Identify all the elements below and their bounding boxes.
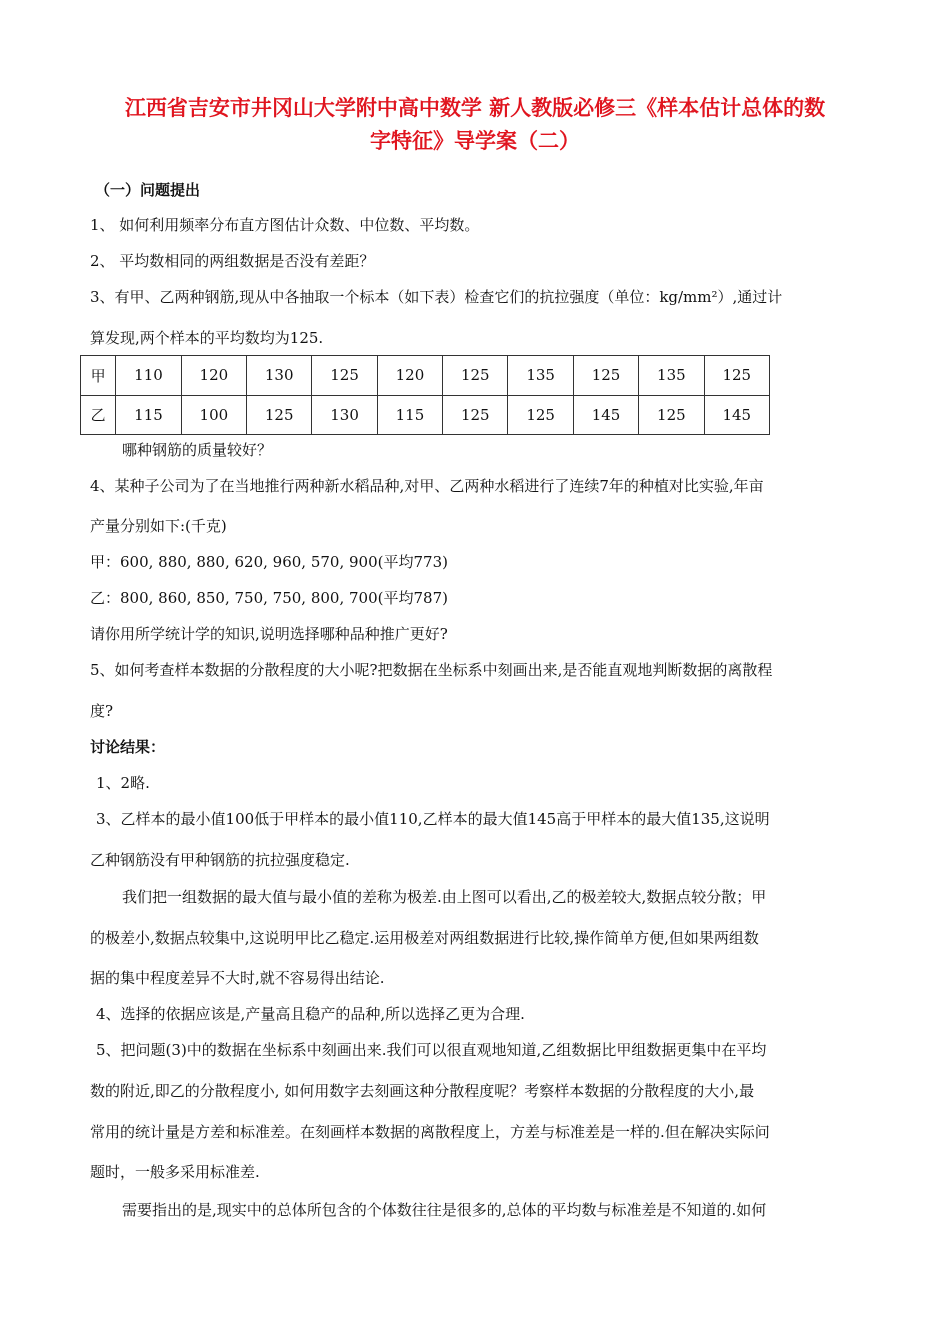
table-cell: 125 (443, 395, 508, 435)
result-3-line-1: 3、乙样本的最小值100低于甲样本的最小值110,乙样本的最大值145高于甲样本的最大值135,这说明 (96, 810, 770, 828)
question-4-line-2: 产量分别如下:(千克) (90, 517, 227, 535)
range-paragraph-line-1: 我们把一组数据的最大值与最小值的差称为极差.由上图可以看出,乙的极差较大,数据点较分散；甲 (122, 888, 767, 906)
table-cell: 120 (181, 356, 246, 396)
table-cell: 125 (443, 356, 508, 396)
table-cell: 145 (573, 395, 638, 435)
table-cell: 125 (247, 395, 312, 435)
result-5-line-4: 题时，一般多采用标准差. (90, 1163, 260, 1181)
table-cell: 115 (116, 395, 181, 435)
table-cell: 125 (704, 356, 769, 396)
result-4: 4、选择的依据应该是,产量高且稳产的品种,所以选择乙更为合理. (96, 1005, 525, 1023)
question-4-prompt: 请你用所学统计学的知识,说明选择哪种品种推广更好? (90, 625, 448, 643)
section-heading-problems: （一）问题提出 (95, 181, 201, 199)
table-row-jia (81, 356, 770, 396)
table-cell: 135 (639, 356, 704, 396)
final-paragraph: 需要指出的是,现实中的总体所包含的个体数往往是很多的,总体的平均数与标准差是不知道的.如何 (122, 1201, 767, 1219)
table-cell: 130 (247, 356, 312, 396)
question-3-prompt: 哪种钢筋的质量较好？ (122, 441, 273, 459)
table-cell: 130 (312, 395, 377, 435)
result-5-line-2: 数的附近,即乙的分散程度小, 如何用数字去刻画这种分散程度呢？考察样本数据的分散程度的大小,最 (90, 1082, 755, 1100)
question-4-jia-data: 甲：600, 880, 880, 620, 960, 570, 900(平均773) (90, 553, 448, 571)
title-line-1: 江西省吉安市井冈山大学附中高中数学 新人教版必修三《样本估计总体的数 (124, 96, 826, 120)
table-cell: 110 (116, 356, 181, 396)
title-line-2: 字特征》导学案（二） (370, 129, 580, 153)
table-cell: 135 (508, 356, 573, 396)
table-cell: 125 (639, 395, 704, 435)
table-cell: 115 (377, 395, 442, 435)
table-cell: 125 (573, 356, 638, 396)
table-cell: 100 (181, 395, 246, 435)
question-4-yi-data: 乙：800, 860, 850, 750, 750, 800, 700(平均787) (90, 589, 448, 607)
table-cell: 125 (508, 395, 573, 435)
question-5-line-2: 度? (90, 702, 114, 720)
question-3-line-2: 算发现,两个样本的平均数均为125. (90, 329, 324, 347)
question-2: 2、 平均数相同的两组数据是否没有差距？ (90, 252, 375, 270)
table-cell: 125 (312, 356, 377, 396)
row-label-yi: 乙 (81, 395, 116, 435)
result-5-line-3: 常用的统计量是方差和标准差。在刻画样本数据的离散程度上，方差与标准差是一样的.但在解决实际问 (90, 1123, 770, 1141)
question-5-line-1: 5、如何考查样本数据的分散程度的大小呢?把数据在坐标系中刻画出来,是否能直观地判断数据的离散程 (90, 661, 773, 679)
range-paragraph-line-2: 的极差小,数据点较集中,这说明甲比乙稳定.运用极差对两组数据进行比较,操作简单方便,但如果两组数 (90, 929, 759, 947)
question-3-line-1: 3、有甲、乙两种钢筋,现从中各抽取一个标本（如下表）检查它们的抗拉强度（单位：kg/mm²）,通过计 (90, 288, 783, 306)
table-row-yi (81, 395, 770, 435)
result-3-line-2: 乙种钢筋没有甲种钢筋的抗拉强度稳定. (90, 851, 350, 869)
question-1: 1、 如何利用频率分布直方图估计众数、中位数、平均数。 (90, 216, 480, 234)
table-cell: 145 (704, 395, 769, 435)
document-title (70, 92, 880, 158)
result-1-2: 1、2略. (96, 774, 150, 792)
table-cell: 120 (377, 356, 442, 396)
result-5-line-1: 5、把问题(3)中的数据在坐标系中刻画出来.我们可以很直观地知道,乙组数据比甲组数据更集中在平均 (96, 1041, 767, 1059)
discussion-heading: 讨论结果： (90, 738, 166, 756)
row-label-jia: 甲 (81, 356, 116, 396)
range-paragraph-line-3: 据的集中程度差异不大时,就不容易得出结论. (90, 969, 385, 987)
steel-strength-table (80, 355, 770, 435)
question-4-line-1: 4、某种子公司为了在当地推行两种新水稻品种,对甲、乙两种水稻进行了连续7年的种植对比实验,年亩 (90, 477, 764, 495)
